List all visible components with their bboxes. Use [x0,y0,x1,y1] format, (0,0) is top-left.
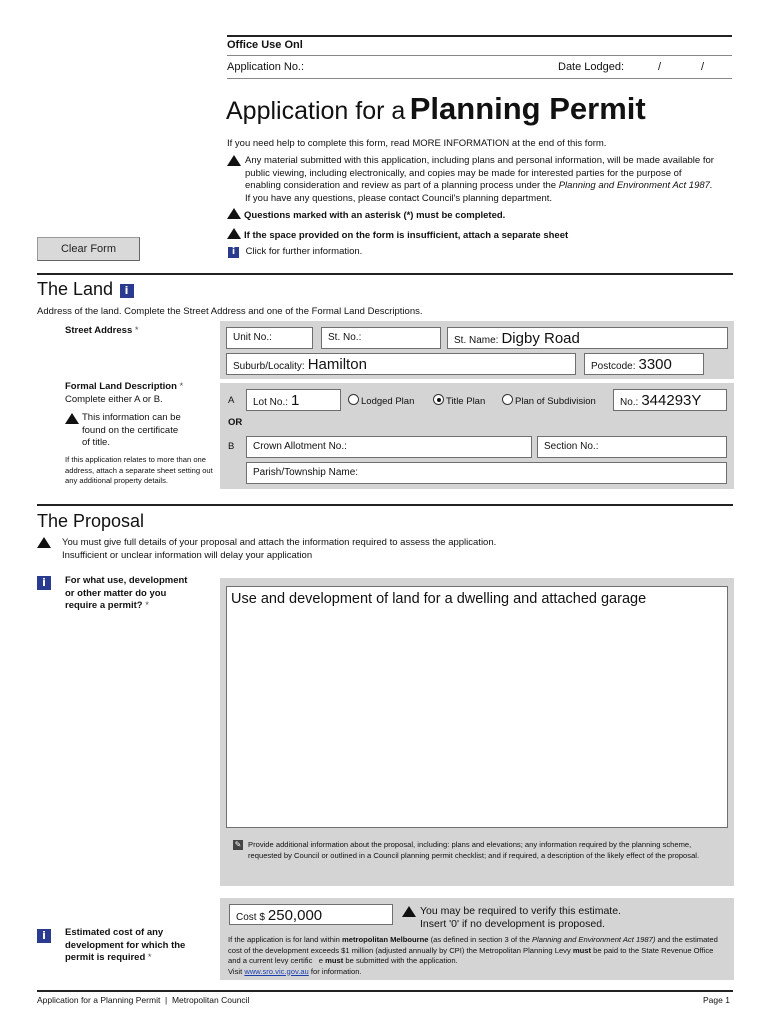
option-b-label: B [228,441,235,452]
levy-note: If the application is for land within metropolitan Melbourne (as defined in section 3 of the Planning and Environment Act 1987) and the estimated cost of the development exceeds $1 million (adjusted annually by CPI) the Metropolitan Planning Levy must be paid to the State Revenue Office and a current levy certific e must be submitted with the application. Visit www.sro.vic.gov.au for information. [228,935,718,976]
radio-lodged-plan[interactable]: Lodged Plan [348,394,414,409]
radio-icon[interactable] [502,394,513,405]
warning-icon [65,413,79,424]
clear-form-button[interactable]: Clear Form [37,237,140,261]
sro-link[interactable]: www.sro.vic.gov.au [244,966,309,976]
help-text: If you need help to complete this form, read MORE INFORMATION at the end of this form. [227,138,607,149]
plan-no-field[interactable]: No.: 344293Y [613,389,727,411]
date-separator: / [658,61,662,73]
info-icon[interactable]: i [120,284,134,298]
proposal-warning: You must give full details of your proposal and attach the information required to assess the application. Insufficient or unclear information will delay your application [37,537,496,562]
pencil-icon: ✎ [234,840,242,849]
application-no-label: Application No.: [227,61,305,73]
additional-info-note: ✎ Provide additional information about the proposal, including: plans and elevations; any information required by the planning scheme, requested by Council or outlined in a Council planning permit checklist; and if required, a description of the likely effect of the proposal. [234,840,700,860]
info-icon[interactable]: i [228,247,239,258]
title-prefix: Application for a [226,97,406,125]
cost-field[interactable]: Cost $ 250,000 [229,904,393,925]
space-notice: If the space provided on the form is insufficient, attach a separate sheet [227,228,568,243]
street-no-field[interactable]: St. No.: [321,327,441,349]
date-lodged-label: Date Lodged: [558,61,625,73]
parish-township-field[interactable]: Parish/Township Name: [246,462,727,484]
section-title-proposal: The Proposal [37,511,145,531]
formal-land-label: Formal Land Description * [65,381,184,392]
or-label: OR [228,417,243,428]
multi-address-note: If this application relates to more than one address, attach a separate sheet setting out any additional property details. [65,455,213,485]
formal-land-sub: Complete either A or B. [65,394,163,405]
material-notice: Any material submitted with this application, including plans and personal information, will be made available for public viewing, including electronically, and copies may be made for interested parties for the purpose of enabling consideration and review as part of a planning process under the Planning and Environment Act 1987. If you have any questions, please contact Council's planning department. [227,155,717,205]
warning-icon [37,537,51,548]
warning-icon [402,906,416,917]
footer-left: Application for a Planning Permit | Metropolitan Council [37,995,250,1005]
date-separator: / [701,61,705,73]
info-icon[interactable]: i [37,929,51,943]
info-notice[interactable]: i Click for further information. [228,246,362,259]
unit-no-field[interactable]: Unit No.: [226,327,313,349]
suburb-field[interactable]: Suburb/Locality: Hamilton [226,353,576,375]
warning-icon [227,228,241,239]
lot-no-field[interactable]: Lot No.: 1 [246,389,341,411]
footer-page-number: Page 1 [703,995,730,1005]
section-no-field[interactable]: Section No.: [537,436,727,458]
warning-icon [227,208,241,219]
info-icon[interactable]: i [37,576,51,590]
cost-question: Estimated cost of any development for which the permit is required * [65,927,186,963]
certificate-note: This information can be found on the certificate of title. [65,412,181,450]
title-bold: Planning Permit [409,91,646,126]
use-question: For what use, development or other matter do you require a permit? * [65,575,188,611]
radio-title-plan[interactable]: Title Plan [433,394,485,409]
crown-allotment-field[interactable]: Crown Allotment No.: [246,436,532,458]
proposal-use-textarea[interactable]: Use and development of land for a dwelling and attached garage [226,586,728,828]
verify-note: You may be required to verify this estimate. Insert '0' if no development is proposed. [402,905,621,931]
page-title [226,91,646,127]
radio-icon[interactable] [348,394,359,405]
asterisk-notice: Questions marked with an asterisk (*) must be completed. [227,208,505,223]
radio-plan-of-subdivision[interactable]: Plan of Subdivision [502,394,596,409]
radio-selected-icon[interactable] [433,394,444,405]
land-description: Address of the land. Complete the Street Address and one of the Formal Land Descriptions. [37,306,423,317]
street-address-label: Street Address * [65,325,139,336]
section-title-land: The Land i [37,279,134,300]
street-name-field[interactable]: St. Name: Digby Road [447,327,728,349]
postcode-field[interactable]: Postcode: 3300 [584,353,704,375]
option-a-label: A [228,395,235,406]
office-use-title: Office Use Onl [227,39,303,51]
warning-icon [227,155,241,166]
